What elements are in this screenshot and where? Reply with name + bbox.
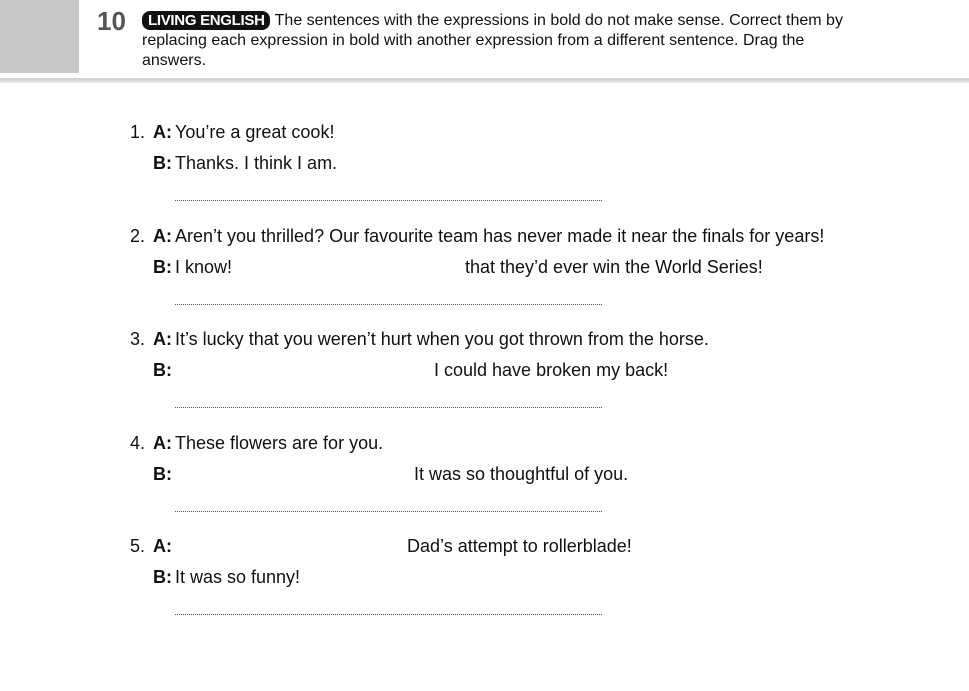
- dialogue-item-3: [130, 329, 830, 419]
- line-text: It was so funny!: [175, 567, 301, 587]
- dialogue-item-2: [130, 226, 830, 316]
- line-text: You’re a great cook!: [175, 122, 335, 142]
- answer-drop-line-5[interactable]: [175, 614, 602, 615]
- item-number: 5.: [130, 536, 146, 556]
- instructions-text: The sentences with the expressions in bold do not make sense. Correct them by replacing each expression in bold with another expression from a different sentence. Drag the answers.: [142, 12, 843, 69]
- item-number: 4.: [130, 433, 146, 453]
- bold-expression-dropzone-2[interactable]: [242, 254, 462, 280]
- speaker-label: B:: [153, 464, 172, 484]
- speaker-label: A:: [153, 433, 172, 453]
- answer-drop-line-4[interactable]: [175, 511, 602, 512]
- speaker-label: B:: [153, 567, 172, 587]
- speaker-label: A:: [153, 122, 172, 142]
- bold-expression-dropzone-3[interactable]: [180, 357, 425, 383]
- answer-drop-line-2[interactable]: [175, 304, 602, 305]
- speaker-label: B:: [153, 360, 172, 380]
- bold-expression-dropzone-4[interactable]: [180, 461, 405, 487]
- dialogue-item-5: [130, 536, 830, 626]
- exercise-header: [0, 0, 969, 80]
- header-divider: [0, 78, 969, 83]
- line-text-before-gap: I know!: [175, 257, 233, 277]
- item-number: 1.: [130, 122, 146, 142]
- speaker-label: B:: [153, 153, 172, 173]
- item-number: 2.: [130, 226, 146, 246]
- speaker-label: A:: [153, 536, 172, 556]
- line-text-after-gap: It was so thoughtful of you.: [414, 464, 629, 484]
- line-text-after-gap: I could have broken my back!: [434, 360, 669, 380]
- bold-expression-dropzone-5[interactable]: [180, 533, 400, 559]
- speaker-label: A:: [153, 226, 172, 246]
- item-number: 3.: [130, 329, 146, 349]
- line-text: These flowers are for you.: [175, 433, 384, 453]
- line-text: Aren’t you thrilled? Our favourite team has never made it near the finals for years!: [175, 226, 825, 246]
- living-english-badge: LIVING ENGLISH: [142, 11, 270, 30]
- dialogue-item-4: [130, 433, 830, 523]
- answer-drop-line-1[interactable]: [175, 200, 602, 201]
- exercise-instructions: [142, 11, 862, 71]
- line-text: Thanks. I think I am.: [175, 153, 338, 173]
- answer-drop-line-3[interactable]: [175, 407, 602, 408]
- header-tab-block: [0, 0, 79, 73]
- line-text-after-gap: that they’d ever win the World Series!: [465, 257, 763, 277]
- line-text: It’s lucky that you weren’t hurt when you got thrown from the horse.: [175, 329, 709, 349]
- dialogue-item-1: [130, 122, 830, 212]
- speaker-label: A:: [153, 329, 172, 349]
- line-text-after-gap: Dad’s attempt to rollerblade!: [407, 536, 632, 556]
- exercise-number: 10: [97, 6, 126, 36]
- speaker-label: B:: [153, 257, 172, 277]
